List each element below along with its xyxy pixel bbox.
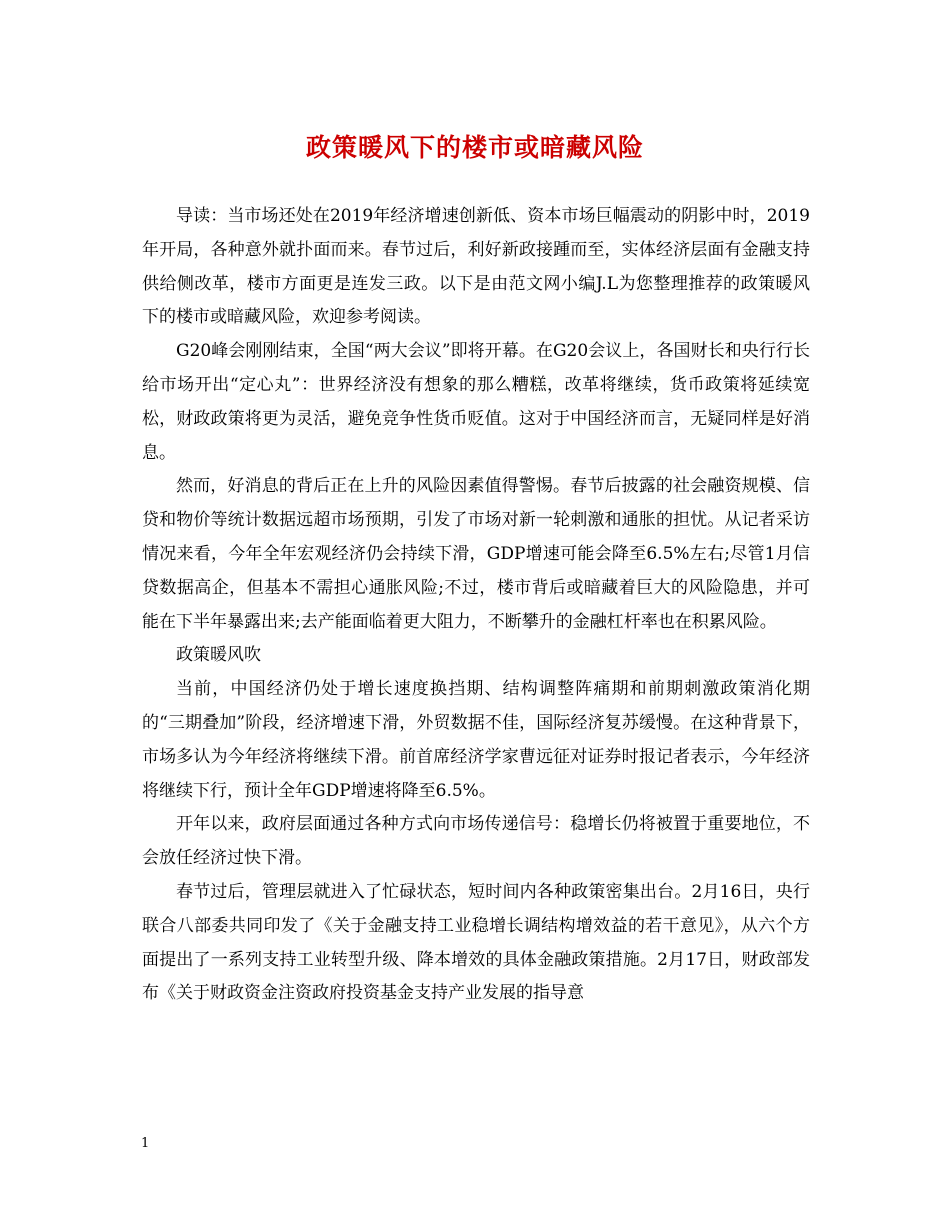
document-title: 政策暖风下的楼市或暗藏风险 [305,133,644,162]
paragraph-signal: 开年以来，政府层面通过各种方式向市场传递信号：稳增长仍将被置于重要地位，不会放任经济过快下滑。 [142,814,810,869]
paragraph-risk: 然而，好消息的背后正在上升的风险因素值得警惕。春节后披露的社会融资规模、信贷和物价等统计数据远超市场预期，引发了市场对新一轮刺激和通胀的担忧。从记者采访情况来看，今年全年宏观经济仍会持续下滑，GDP增速可能会降至6.5%左右;尽管1月信贷数据高企，但基本不需担心通胀风险;不过，楼市背后或暗藏着巨大的风险隐患，并可能在下半年暴露出来;去产能面临着更大阻力，不断攀升的金融杠杆率也在积累风险。 [142,476,810,632]
paragraph-intro: 导读：当市场还处在2019年经济增速创新低、资本市场巨幅震动的阴影中时，2019年开局，各种意外就扑面而来。春节过后，利好新政接踵而至，实体经济层面有金融支持供给侧改革，楼市方面更是连发三政。以下是由范文网小编J.L为您整理推荐的政策暖风下的楼市或暗藏风险，欢迎参考阅读。 [142,206,810,328]
document-body [142,200,810,1011]
page-number: 1 [141,1136,150,1151]
paragraph-g20: G20峰会刚刚结束，全国“两大会议”即将开幕。在G20会议上，各国财长和央行行长给市场开出“定心丸”：世界经济没有想象的那么糟糕，改革将继续，货币政策将延续宽松，财政政策将更为灵活，避免竞争性货币贬值。这对于中国经济而言，无疑同样是好消息。 [142,341,810,463]
paragraph-economy: 当前，中国经济仍处于增长速度换挡期、结构调整阵痛期和前期刺激政策消化期的“三期叠加”阶段，经济增速下滑，外贸数据不佳，国际经济复苏缓慢。在这种背景下，市场多认为今年经济将继续下滑。前首席经济学家曹远征对证券时报记者表示，今年经济将继续下行，预计全年GDP增速将降至6.5%。 [142,679,810,801]
paragraph-policy: 春节过后，管理层就进入了忙碌状态，短时间内各种政策密集出台。2月16日，央行联合八部委共同印发了《关于金融支持工业稳增长调结构增效益的若干意见》，从六个方面提出了一系列支持工业转型升级、降本增效的具体金融政策措施。2月17日，财政部发布《关于财政资金注资政府投资基金支持产业发展的指导意 [142,881,810,1004]
section-heading: 政策暖风吹 [176,645,261,666]
